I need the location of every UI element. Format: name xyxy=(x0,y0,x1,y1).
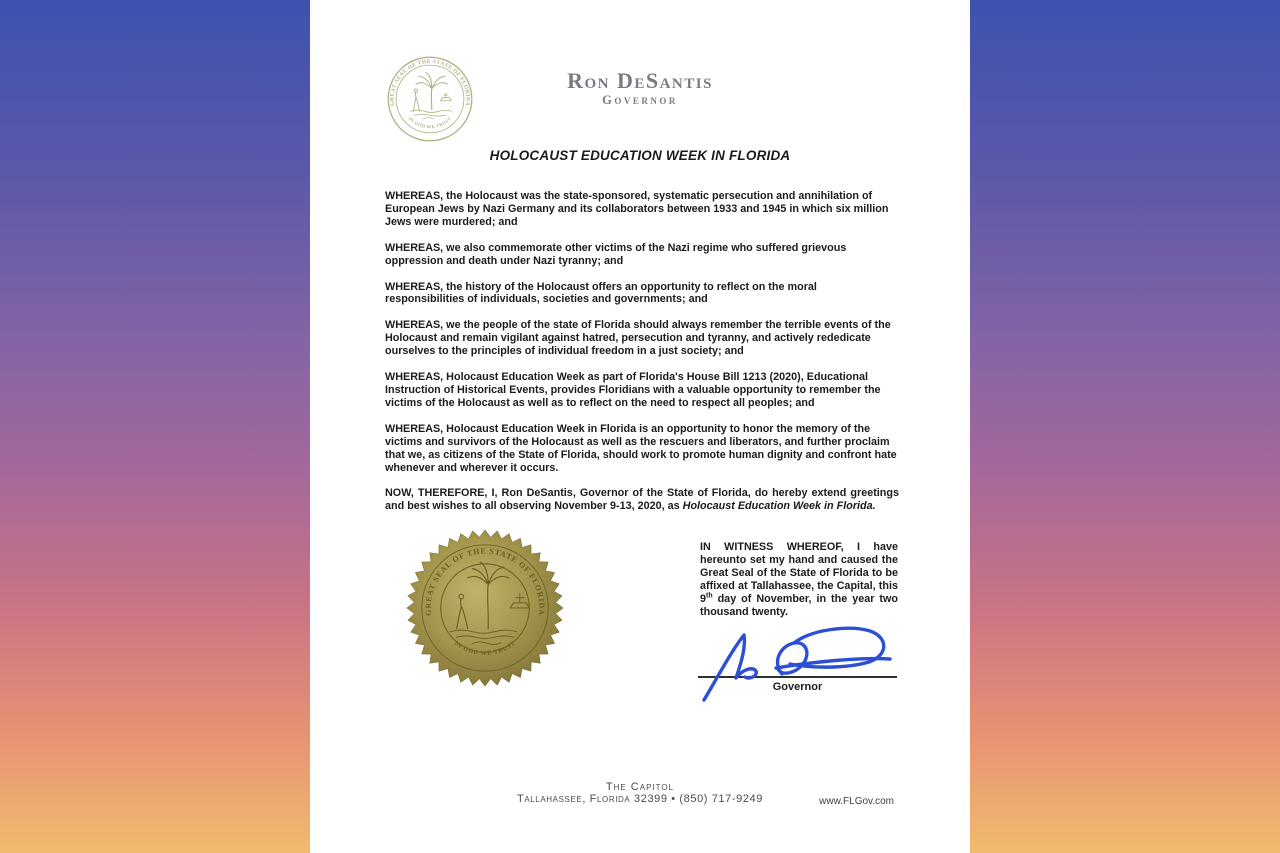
signature-role-label: Governor xyxy=(772,681,823,693)
whereas-paragraph-5: WHEREAS, Holocaust Education Week as part of Florida's House Bill 1213 (2020), Educational Instruction of Historical Events, provides Floridians with a valuable opportunity to remember the victims of the Holocaust as well as to reflect on the need to respect all peoples; and xyxy=(385,371,881,409)
witness-text: IN WITNESS WHEREOF, I have hereunto set my hand and caused the Great Seal of the State of Florida to be affixed at Tallahassee, the Capital, this 9 xyxy=(700,541,898,605)
ordinal-suffix: th xyxy=(706,592,713,600)
whereas-paragraph-1: WHEREAS, the Holocaust was the state-sponsored, systematic persecution and annihilation of European Jews by Nazi Germany and its collaborators between 1933 and 1945 in which six million Jews were murdered; and xyxy=(385,190,889,228)
seal-motto-text: IN GOD WE TRUST xyxy=(407,115,453,130)
governor-role: Governor xyxy=(602,93,678,107)
footer-building: The Capitol xyxy=(605,781,675,793)
whereas-paragraph-6: WHEREAS, Holocaust Education Week in Florida is an opportunity to honor the memory of the victims and survivors of the Holocaust as well as the rescuers and liberators, and further proclaim that we, as citizens of the State of Florida, should work to promote human dignity and confront hate whenever and wherever it occurs. xyxy=(385,422,897,474)
gold-seal-motto-text: IN GOD WE TRUST xyxy=(452,639,518,658)
closing-text: NOW, THEREFORE, I, Ron DeSantis, Governor of the State of Florida, do hereby extend greetings and best wishes to all observing November 9-13, 2020, as xyxy=(385,487,899,513)
footer-website: www.FLGov.com xyxy=(819,796,894,807)
whereas-paragraph-2: WHEREAS, we also commemorate other victims of the Nazi regime who suffered grievous oppression and death under Nazi tyranny; and xyxy=(385,241,847,267)
witness-text-continued: day of November, in the year two thousand twenty. xyxy=(700,592,898,618)
closing-emphasis-text: Holocaust Education Week in Florida. xyxy=(682,500,876,513)
whereas-paragraph-3: WHEREAS, the history of the Holocaust offers an opportunity to reflect on the moral responsibilities of individuals, societies and governments; and xyxy=(385,280,817,306)
footer-city-phone: Tallahassee, Florida 32399 • (850) 717-9249 xyxy=(517,793,763,805)
governor-name: Ron DeSantis xyxy=(567,68,713,93)
closing-paragraph xyxy=(385,487,899,513)
witness-clause xyxy=(700,541,898,618)
letterhead xyxy=(310,70,970,107)
whereas-paragraph-4: WHEREAS, we the people of the state of Florida should always remember the terrible events of the Holocaust and remain vigilant against hatred, persecution and tyranny, and actively rededicate ourselves to the principles of individual freedom in a just society; and xyxy=(385,319,891,358)
seal-ring-text: GREAT SEAL OF THE STATE OF FLORIDA xyxy=(389,58,471,107)
gold-seal-ring-text: GREAT SEAL OF THE STATE OF FLORIDA xyxy=(423,546,547,617)
proclamation-body xyxy=(385,190,899,526)
gold-foil-seal-icon xyxy=(406,528,564,688)
proclamation-title: HOLOCAUST EDUCATION WEEK IN FLORIDA xyxy=(489,148,791,163)
proclamation-document xyxy=(310,0,970,853)
